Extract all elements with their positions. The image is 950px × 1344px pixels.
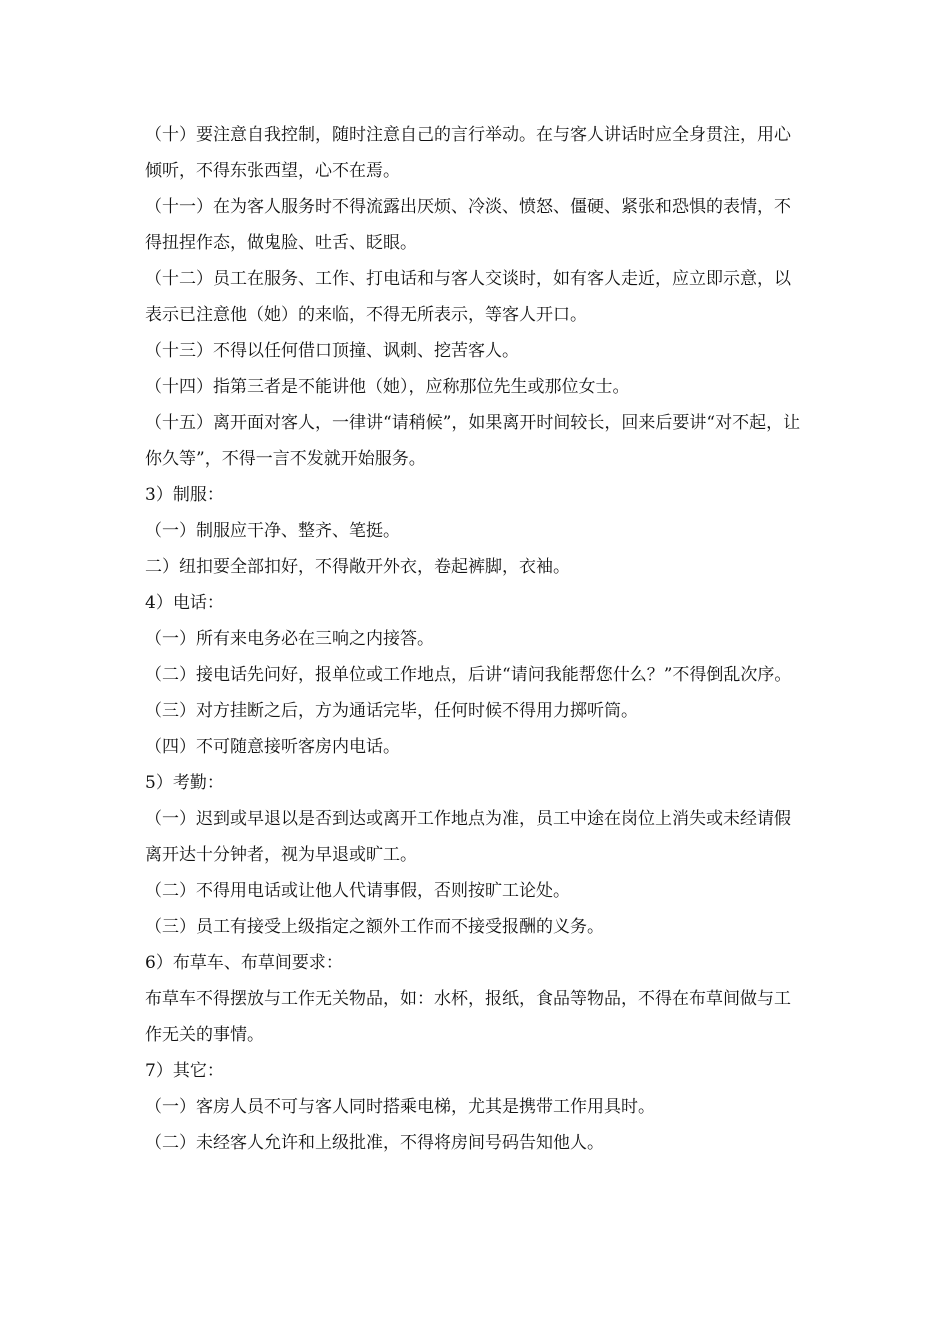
paragraph: （一）迟到或早退以是否到达或离开工作地点为准，员工中途在岗位上消失或未经请假离开达十分钟者，视为早退或旷工。 <box>145 809 791 865</box>
paragraph: （四）不可随意接听客房内电话。 <box>145 737 400 757</box>
section-heading: 4）电话： <box>145 593 224 613</box>
paragraph: （十二）员工在服务、工作、打电话和与客人交谈时，如有客人走近，应立即示意，以表示已注意他（她）的来临，不得无所表示，等客人开口。 <box>145 269 791 325</box>
paragraph: （二）接电话先问好，报单位或工作地点，后讲“请问我能帮您什么？”不得倒乱次序。 <box>145 665 792 685</box>
paragraph: （十三）不得以任何借口顶撞、讽刺、挖苦客人。 <box>145 341 519 361</box>
paragraph: （三）对方挂断之后，方为通话完毕，任何时候不得用力掷听筒。 <box>145 701 638 721</box>
paragraph: （二）未经客人允许和上级批准，不得将房间号码告知他人。 <box>145 1133 604 1153</box>
paragraph: （十一）在为客人服务时不得流露出厌烦、冷淡、愤怒、僵硬、紧张和恐惧的表情，不得扭捏作态，做鬼脸、吐舌、眨眼。 <box>145 197 791 253</box>
paragraph: （一）制服应干净、整齐、笔挺。 <box>145 521 400 541</box>
section-heading: 5）考勤： <box>145 773 224 793</box>
paragraph: （三）员工有接受上级指定之额外工作而不接受报酬的义务。 <box>145 917 604 937</box>
paragraph: （一）所有来电务必在三响之内接答。 <box>145 629 434 649</box>
paragraph: （十四）指第三者是不能讲他（她），应称那位先生或那位女士。 <box>145 377 630 397</box>
paragraph: （一）客房人员不可与客人同时搭乘电梯，尤其是携带工作用具时。 <box>145 1097 655 1117</box>
paragraph: （二）不得用电话或让他人代请事假，否则按旷工论处。 <box>145 881 570 901</box>
section-heading: 6）布草车、布草间要求： <box>145 953 343 973</box>
paragraph: （十五）离开面对客人，一律讲“请稍候”，如果离开时间较长，回来后要讲“对不起，让你久等”，不得一言不发就开始服务。 <box>145 413 801 469</box>
section-heading: 7）其它： <box>145 1061 224 1081</box>
document-body <box>145 117 805 1161</box>
paragraph: （十）要注意自我控制，随时注意自己的言行举动。在与客人讲话时应全身贯注，用心倾听，不得东张西望，心不在焉。 <box>145 125 791 181</box>
paragraph: 布草车不得摆放与工作无关物品，如：水杯，报纸，食品等物品，不得在布草间做与工作无关的事情。 <box>145 989 791 1045</box>
section-heading: 3）制服： <box>145 485 224 505</box>
paragraph: 二）纽扣要全部扣好，不得敞开外衣，卷起裤脚，衣袖。 <box>145 557 570 577</box>
